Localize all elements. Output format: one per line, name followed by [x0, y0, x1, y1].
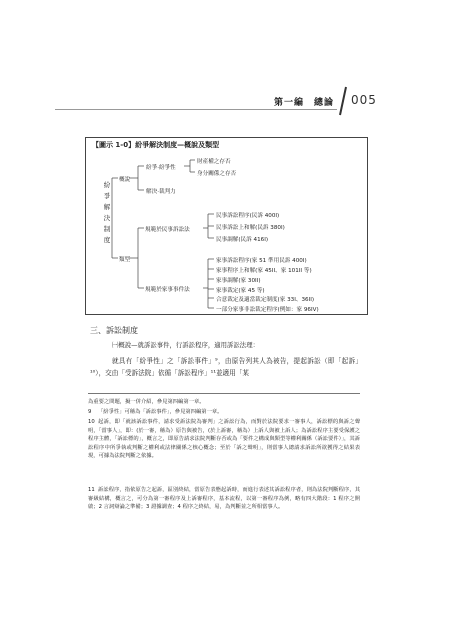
- figure-overview-item: 解決‧裁判力: [146, 189, 176, 195]
- figure-title: 【圖示 1-0】紛爭解決制度—概說及類型: [92, 141, 220, 149]
- body-paragraph: 就具有「紛爭性」之「訴訟事件」⁹，由原告列其人為被告，提起訴訟（即「起訴」¹⁰），交由「受訴法院」依循「訴訟程序」¹¹並適用「某: [90, 357, 362, 377]
- footnote-text: 訴訟程序，指依原告之起訴，區別終結，當原告表態起訴時，而進行表述其訴訟程序者，則為法院判斷程序，其審級結構，概言之，可分為第一審程序及上訴審程序，基本流程，以第一審程序為例，略有四大階段：1 程序之開啟；2 言詞辯論之準備；3 證據調查；4 程序之終結，易，為判斷並之所相當事人。: [88, 487, 360, 511]
- figure-civil-item: 民事訴訟程序(民訴 400I): [216, 213, 280, 219]
- figure-civil-procedure-law: 規範於民事訴訟法: [145, 227, 190, 233]
- figure-root-label: 紛爭解決制度: [103, 181, 111, 244]
- figure-family-item: 家事訴訟程序(家 51 準用民訴 400I): [216, 258, 307, 264]
- chapter-title: 第一編 總論: [274, 98, 335, 108]
- footnote-rule: [88, 393, 360, 394]
- figure-family-item: 合意裁定及適當裁定制度(家 33I、36II): [216, 297, 315, 303]
- figure-branch-types: 類型: [119, 257, 131, 263]
- figure-family-procedure-law: 規範於家事事件法: [145, 287, 190, 293]
- footnote-text: 「紛爭性」可稱為「訴訟事件」，參見第四編第一章。: [98, 409, 223, 415]
- footnote-item: [88, 486, 360, 512]
- section-heading: 三、訴訟制度: [90, 326, 138, 335]
- footnote-number: 9: [88, 409, 92, 415]
- footnote-continued: 為重要之問題，擬一併介紹，參見第四編第一章。: [88, 399, 205, 405]
- figure-branch-overview: 概說: [119, 177, 131, 183]
- figure-civil-item: 民事調解(民訴 416I): [216, 237, 269, 243]
- footnote-number: 11: [88, 487, 95, 493]
- figure-family-item: 家事裁定(家 45 等): [216, 288, 265, 294]
- footnote-number: 10: [88, 419, 95, 425]
- figure-dispute-item: 身分關係之存否: [197, 171, 237, 177]
- figure-dispute-item: 財產權之存否: [197, 159, 231, 165]
- page-number: 005: [351, 93, 377, 107]
- figure-overview-item: 紛爭‧紛爭性: [146, 165, 176, 171]
- footnote-text: 起訴，即「就該訴訟事件，請求受訴法院為審判」之訴訟行為，而對於法院要求一審事人，訴訟標的與訴之聲明，「當事人」，即：(於一審，稱為）原告與被告，(於上訴審，稱為）上訴人與被上訴人；為訴訟程序主要受保護之程序主體，「訴訟標的」，概言之，即原告請求法院判斷存否或為「要件之構成與類型等權利關係（訴訟要件）」，其訴訟程序中所爭執或判斷之權利或法律關係之核心概念；至於「訴之聲明」，則當事人總請求訴訟所欲獲得之結果表現，可據為法院判斷之依據。: [88, 419, 360, 460]
- section-subheading: ㈠概說—就訴訟事件，行訴訟程序，適用訴訟法理：: [112, 341, 259, 349]
- footnote-item: [88, 418, 360, 461]
- figure-family-item: 家事調解(家 30II): [216, 278, 261, 284]
- figure-family-item: 一部分家事非訟裁定程序(例如：家 96IV): [216, 307, 319, 313]
- figure-family-item: 家事程序上和解(家 45II、家 101II 等): [216, 268, 312, 274]
- figure-civil-item: 民事訴訟上和解(民訴 380I): [216, 225, 285, 231]
- footnote-item: [88, 408, 360, 417]
